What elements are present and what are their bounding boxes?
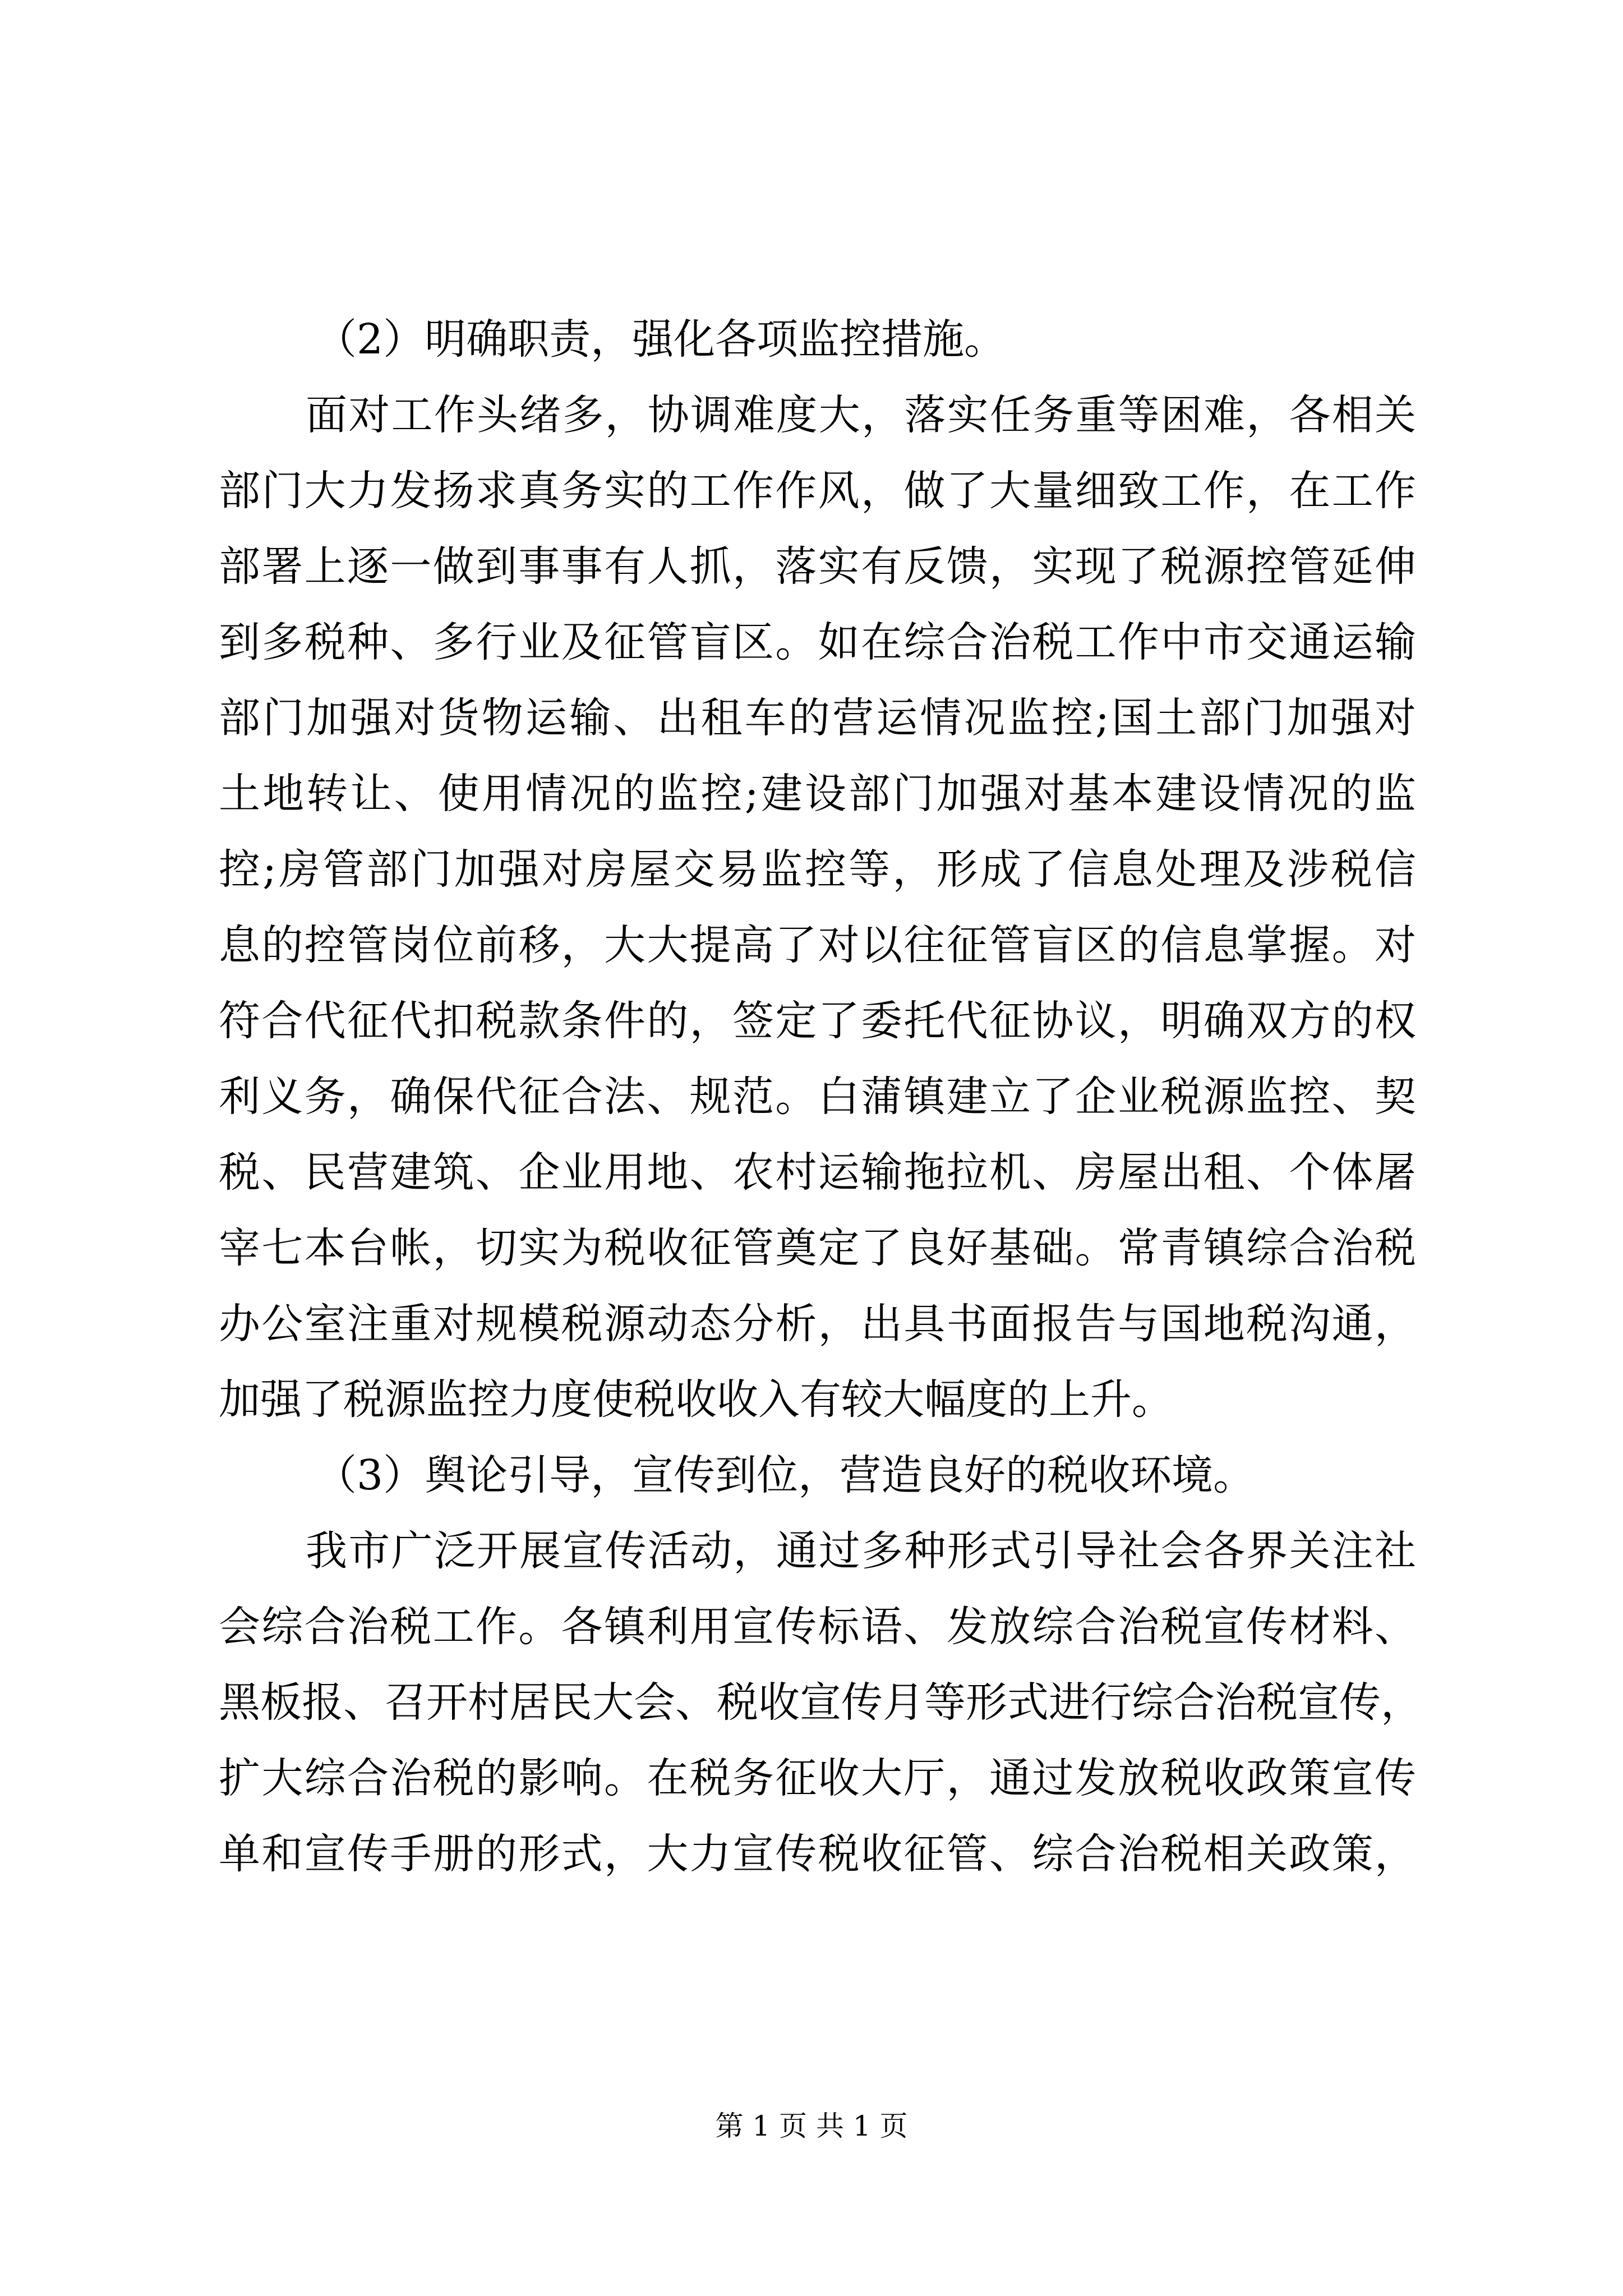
paragraph-line: 部门大力发扬求真务实的工作作风，做了大量细致工作，在工作 (219, 467, 1416, 515)
paragraph-line: 部署上逐一做到事事有人抓，落实有反馈，实现了税源控管延伸 (219, 542, 1416, 591)
paragraph-line: 土地转让、使用情况的监控;建设部门加强对基本建设情况的监 (219, 770, 1416, 818)
paragraph-line: 黑板报、召开村居民大会、税收宣传月等形式进行综合治税宣传， (219, 1678, 1422, 1727)
paragraph-line: 部门加强对货物运输、出租车的营运情况监控;国土部门加强对 (219, 694, 1416, 742)
paragraph-line: 面对工作头绪多，协调难度大，落实任务重等困难，各相关 (306, 391, 1416, 439)
paragraph-line: 扩大综合治税的影响。在税务征收大厅，通过发放税收政策宣传 (219, 1754, 1416, 1802)
paragraph-line: 税、民营建筑、企业用地、农村运输拖拉机、房屋出租、个体屠 (219, 1148, 1416, 1197)
paragraph-line: 单和宣传手册的形式，大力宣传税收征管、综合治税相关政策， (219, 1830, 1416, 1878)
paragraph-line: 会综合治税工作。各镇利用宣传标语、发放综合治税宣传材料、 (219, 1603, 1416, 1651)
paragraph-line: 到多税种、多行业及征管盲区。如在综合治税工作中市交通运输 (219, 618, 1416, 666)
section-heading-3: （3）舆论引导，宣传到位，营造良好的税收环境。 (315, 1451, 1255, 1499)
paragraph-line: 息的控管岗位前移，大大提高了对以往征管盲区的信息掌握。对 (219, 921, 1416, 969)
paragraph-line: 控;房管部门加强对房屋交易监控等，形成了信息处理及涉税信 (219, 845, 1416, 894)
paragraph-line: 宰七本台帐，切实为税收征管奠定了良好基础。常青镇综合治税 (219, 1224, 1416, 1272)
paragraph-line: 办公室注重对规模税源动态分析，出具书面报告与国地税沟通， (219, 1300, 1416, 1348)
section-heading-2: （2）明确职责，强化各项监控措施。 (315, 315, 1006, 364)
paragraph-line: 我市广泛开展宣传活动，通过多种形式引导社会各界关注社 (306, 1527, 1416, 1575)
paragraph-line: 符合代征代扣税款条件的，签定了委托代征协议，明确双方的权 (219, 997, 1416, 1045)
paragraph-line: 利义务，确保代征合法、规范。白蒲镇建立了企业税源监控、契 (219, 1073, 1416, 1121)
paragraph-line-last: 加强了税源监控力度使税收收入有较大幅度的上升。 (219, 1375, 1173, 1424)
page-number-footer: 第 1 页 共 1 页 (715, 2110, 908, 2142)
